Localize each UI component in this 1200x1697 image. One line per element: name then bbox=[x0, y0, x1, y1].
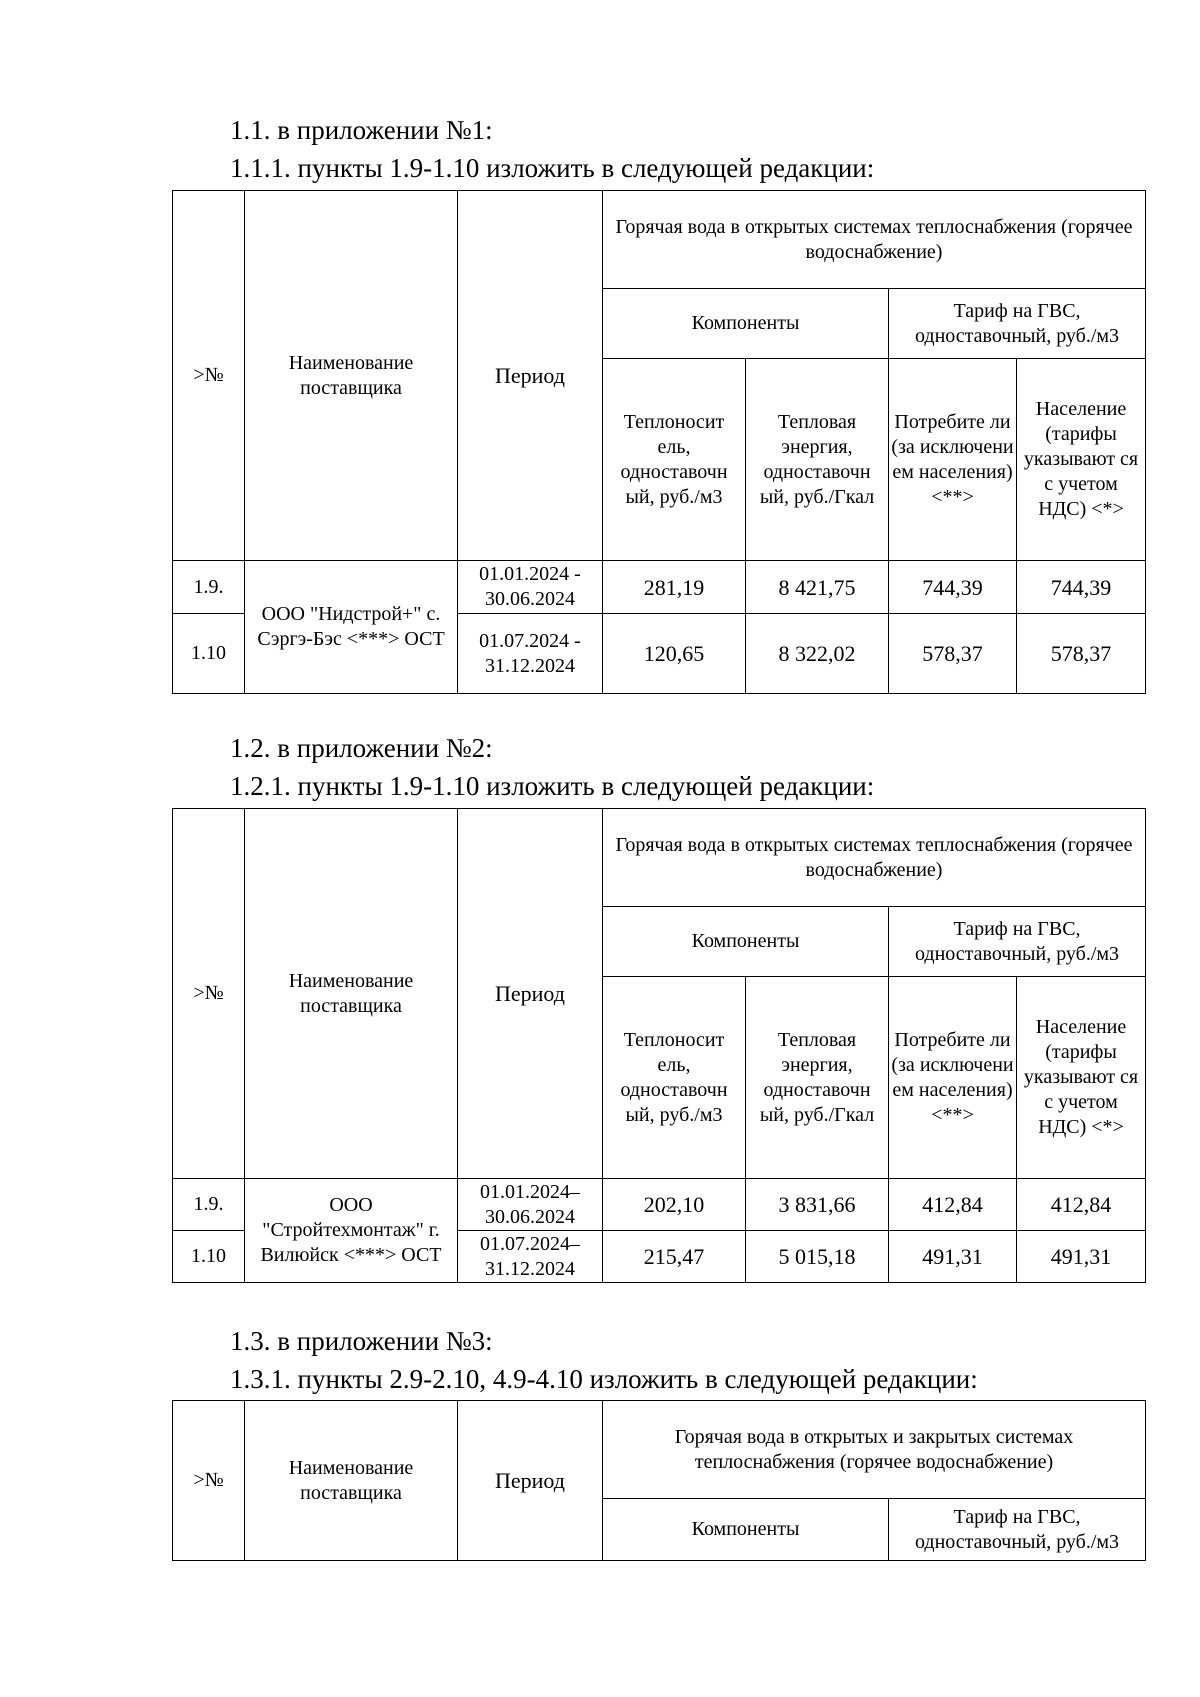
row-heat-energy: 5 015,18 bbox=[746, 1231, 889, 1283]
row-population: 744,39 bbox=[1017, 561, 1146, 614]
supplier-name: ООО "Нидстрой+" с. Сэргэ-Бэс <***> ОСТ bbox=[245, 561, 458, 694]
row-heat-carrier: 120,65 bbox=[603, 614, 746, 694]
header-consumers: Потребите ли (за исключени ем населения) <**> bbox=[889, 359, 1017, 561]
row-period: 01.01.2024 - 30.06.2024 bbox=[458, 561, 603, 614]
header-supplier-name: Наименование поставщика bbox=[245, 1401, 458, 1561]
row-period: 01.07.2024 - 31.12.2024 bbox=[458, 614, 603, 694]
row-num: 1.10 bbox=[173, 1231, 245, 1283]
row-population: 491,31 bbox=[1017, 1231, 1146, 1283]
header-heat-energy: Тепловая энергия, одноставочн ый, руб./Гкал bbox=[746, 359, 889, 561]
header-supplier-name: Наименование поставщика bbox=[245, 809, 458, 1179]
tariff-table-3 bbox=[172, 1400, 1146, 1561]
row-period: 01.07.2024– 31.12.2024 bbox=[458, 1231, 603, 1283]
section-3-subheading: 1.3.1. пункты 2.9-2.10, 4.9-4.10 изложить в следующей редакции: bbox=[230, 1364, 978, 1394]
row-consumers: 412,84 bbox=[889, 1179, 1017, 1231]
header-components: Компоненты bbox=[603, 289, 889, 359]
section-2-subheading: 1.2.1. пункты 1.9-1.10 изложить в следующей редакции: bbox=[230, 771, 875, 801]
section-1-subheading: 1.1.1. пункты 1.9-1.10 изложить в следующей редакции: bbox=[230, 153, 875, 183]
row-heat-energy: 3 831,66 bbox=[746, 1179, 889, 1231]
header-tariff: Тариф на ГВС, одноставочный, руб./м3 bbox=[889, 907, 1146, 977]
row-population: 412,84 bbox=[1017, 1179, 1146, 1231]
row-heat-energy: 8 421,75 bbox=[746, 561, 889, 614]
header-supplier-name: Наименование поставщика bbox=[245, 191, 458, 561]
row-num: 1.10 bbox=[173, 614, 245, 694]
section-1-heading: 1.1. в приложении №1: bbox=[230, 115, 493, 145]
header-num: >№ bbox=[173, 1401, 245, 1561]
row-period: 01.01.2024– 30.06.2024 bbox=[458, 1179, 603, 1231]
header-num: >№ bbox=[173, 191, 245, 561]
header-components: Компоненты bbox=[603, 1499, 889, 1561]
row-heat-carrier: 215,47 bbox=[603, 1231, 746, 1283]
header-consumers: Потребите ли (за исключени ем населения) <**> bbox=[889, 977, 1017, 1179]
header-population: Население (тарифы указывают ся с учетом НДС) <*> bbox=[1017, 977, 1146, 1179]
header-period: Период bbox=[458, 1401, 603, 1561]
header-group-title: Горячая вода в открытых и закрытых системах теплоснабжения (горячее водоснабжение) bbox=[603, 1401, 1146, 1499]
supplier-name: ООО "Стройтехмонтаж" г. Вилюйск <***> ОСТ bbox=[245, 1179, 458, 1283]
header-population: Население (тарифы указывают ся с учетом НДС) <*> bbox=[1017, 359, 1146, 561]
section-3-heading: 1.3. в приложении №3: bbox=[230, 1326, 493, 1356]
header-period: Период bbox=[458, 809, 603, 1179]
header-heat-carrier: Теплоносит ель, одноставочн ый, руб./м3 bbox=[603, 359, 746, 561]
row-consumers: 578,37 bbox=[889, 614, 1017, 694]
row-consumers: 744,39 bbox=[889, 561, 1017, 614]
header-tariff: Тариф на ГВС, одноставочный, руб./м3 bbox=[889, 1499, 1146, 1561]
header-num: >№ bbox=[173, 809, 245, 1179]
header-group-title: Горячая вода в открытых системах теплоснабжения (горячее водоснабжение) bbox=[603, 191, 1146, 289]
header-tariff: Тариф на ГВС, одноставочный, руб./м3 bbox=[889, 289, 1146, 359]
header-period: Период bbox=[458, 191, 603, 561]
row-num: 1.9. bbox=[173, 1179, 245, 1231]
tariff-table-2 bbox=[172, 808, 1146, 1283]
header-heat-carrier: Теплоносит ель, одноставочн ый, руб./м3 bbox=[603, 977, 746, 1179]
row-heat-energy: 8 322,02 bbox=[746, 614, 889, 694]
header-components: Компоненты bbox=[603, 907, 889, 977]
row-num: 1.9. bbox=[173, 561, 245, 614]
table-row bbox=[173, 1179, 1146, 1231]
row-heat-carrier: 202,10 bbox=[603, 1179, 746, 1231]
row-heat-carrier: 281,19 bbox=[603, 561, 746, 614]
header-group-title: Горячая вода в открытых системах теплоснабжения (горячее водоснабжение) bbox=[603, 809, 1146, 907]
table-row bbox=[173, 561, 1146, 614]
tariff-table-1 bbox=[172, 190, 1146, 694]
row-consumers: 491,31 bbox=[889, 1231, 1017, 1283]
header-heat-energy: Тепловая энергия, одноставочн ый, руб./Гкал bbox=[746, 977, 889, 1179]
section-2-heading: 1.2. в приложении №2: bbox=[230, 733, 493, 763]
row-population: 578,37 bbox=[1017, 614, 1146, 694]
